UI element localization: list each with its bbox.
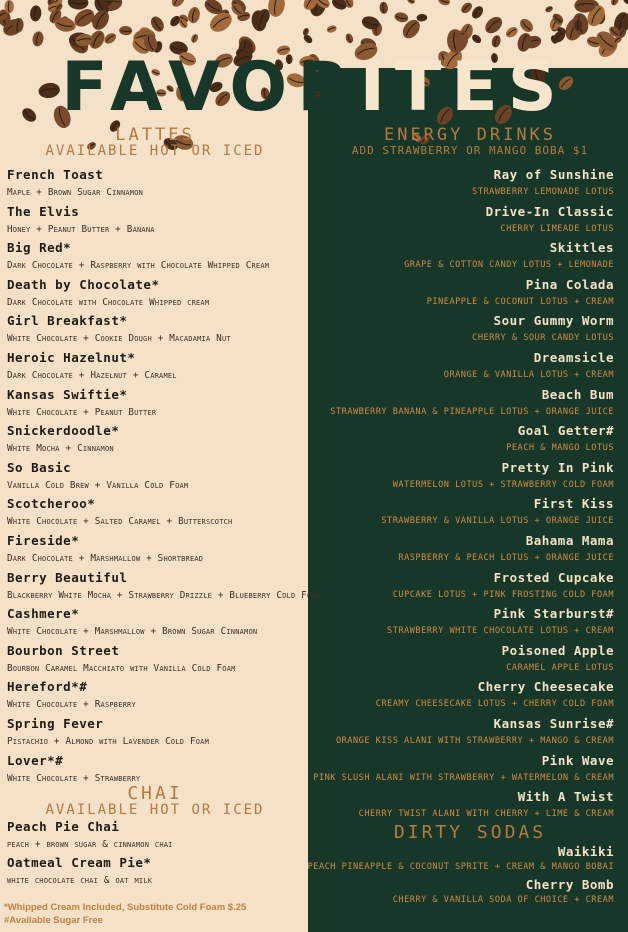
coffee-bean-icon (326, 24, 338, 34)
menu-item-description: ORANGE & VANILLA LOTUS + CREAM (443, 370, 614, 380)
menu-item-description: White Chocolate + Cookie Dough + Macadamia Nut (7, 333, 231, 345)
menu-item-description: Bourbon Caramel Macchiato with Vanilla Cold Foam (7, 662, 236, 674)
lattes-heading: LATTES (115, 125, 195, 145)
coffee-bean-icon (459, 1, 474, 16)
menu-item-name: French Toast (7, 167, 104, 182)
coffee-bean-icon (544, 5, 554, 14)
coffee-bean-icon (302, 27, 310, 36)
menu-item-name: Pink Wave (541, 752, 614, 768)
coffee-bean-icon (379, 1, 388, 14)
menu-item-name: Snickerdoodle* (7, 423, 120, 439)
coffee-bean-icon (29, 5, 42, 22)
coffee-bean-icon (187, 6, 202, 24)
coffee-bean-icon (394, 11, 410, 23)
coffee-bean-icon (622, 0, 628, 6)
menu-item-name: Drive-In Classic (485, 203, 614, 219)
menu-item-description: STRAWBERRY LEMONADE LOTUS (472, 187, 614, 197)
menu-item-description: CHERRY & SOUR CANDY LOTUS (472, 333, 614, 344)
coffee-bean-icon (119, 26, 132, 36)
menu-item-description: White Chocolate + Marshmallow + Brown Sugar Cinnamon (7, 626, 258, 638)
coffee-bean-icon (437, 0, 451, 7)
coffee-bean-icon (190, 33, 199, 44)
coffee-bean-icon (5, 0, 14, 13)
menu-item-description: GRAPE & COTTON CANDY LOTUS + LEMONADE (404, 260, 614, 271)
coffee-bean-icon (102, 31, 118, 46)
menu-item-description: Maple + Brown Sugar Cinnamon (7, 187, 144, 198)
menu-item-name: Sour Gummy Worm (493, 313, 614, 329)
menu-item-name: Cashmere* (7, 606, 80, 622)
menu-item-description: White Mocha + Cinnamon (7, 443, 114, 455)
menu-item-name: Fireside* (7, 533, 80, 548)
lattes-subheading: AVAILABLE HOT OR ICED (45, 143, 265, 159)
footnote-sugar-free: #Available Sugar Free (4, 915, 103, 926)
coffee-bean-icon (344, 33, 354, 45)
menu-item-description: PINK SLUSH ALANI WITH STRAWBERRY + WATERMELON & CREAM (313, 772, 614, 783)
menu-item-description: peach + brown sugar & cinnamon chai (7, 839, 173, 850)
menu-item-description: White Chocolate + Peanut Butter (7, 406, 157, 418)
menu-item-name: Hereford*# (7, 679, 88, 695)
coffee-bean-icon (470, 4, 486, 21)
menu-item-name: Peach Pie Chai (7, 819, 120, 834)
coffee-bean-icon (31, 31, 44, 48)
menu-item-name: Bourbon Street (7, 642, 120, 658)
coffee-bean-icon (169, 0, 187, 9)
menu-item-description: Dark Chocolate with Chocolate Whipped cream (7, 296, 210, 308)
menu-item-name: Kansas Swiftie* (7, 386, 128, 402)
energy-heading: ENERGY DRINKS (383, 125, 557, 145)
coffee-bean-icon (518, 16, 536, 34)
menu-item-description: PINEAPPLE & COCONUT LOTUS + CREAM (426, 296, 614, 307)
menu-item-name: Kansas Sunrise# (493, 716, 614, 731)
menu-item-description: Blackberry White Mocha + Strawberry Drizzle + Blueberry Cold Foam (7, 589, 321, 601)
coffee-bean-icon (482, 14, 505, 37)
chai-heading: CHAI (127, 783, 183, 804)
menu-item-name: Oatmeal Cream Pie* (7, 855, 152, 870)
menu-item-name: Big Red* (7, 240, 72, 256)
menu-item-description: STRAWBERRY WHITE CHOCOLATE LOTUS + CREAM (387, 626, 614, 637)
menu-item-description: Dark Chocolate + Marshmallow + Shortbread (7, 553, 204, 564)
menu-item-name: With A Twist (517, 789, 614, 805)
menu-item-description: CHERRY TWIST ALANI WITH CHERRY + LIME & CREAM (358, 809, 614, 820)
dirty-sodas-heading: DIRTY SODAS (393, 822, 547, 843)
menu-item-description: CARAMEL APPLE LOTUS (506, 662, 614, 673)
coffee-bean-icon (67, 0, 89, 10)
menu-item-description: ORANGE KISS ALANI WITH STRAWBERRY + MANGO & CREAM (335, 736, 614, 746)
menu-item-name: Pina Colada (525, 276, 614, 292)
menu-item-name: Skittles (549, 240, 614, 256)
menu-item-name: Cherry Bomb (525, 877, 614, 892)
menu-item-name: So Basic (7, 459, 72, 475)
energy-subheading: ADD STRAWBERRY OR MANGO BOBA $1 (351, 144, 589, 157)
page-title: FAVORITES (61, 48, 567, 127)
menu-item-description: Honey + Peanut Butter + Banana (7, 223, 155, 235)
coffee-bean-icon (470, 33, 482, 45)
menu-item-description: RASPBERRY & PEACH LOTUS + ORANGE JUICE (398, 553, 614, 563)
menu-item-description: CHERRY LIMEADE LOTUS (500, 223, 614, 234)
menu-item-name: The Elvis (7, 203, 80, 219)
menu-item-description: white chocolate chai & oat milk (7, 875, 153, 886)
menu-item-name: First Kiss (533, 496, 614, 512)
menu-item-name: Scotcheroo* (7, 496, 96, 512)
menu-item-name: Berry Beautiful (7, 569, 128, 585)
menu-item-name: Goal Getter# (517, 423, 614, 439)
menu-item-description: Pistachio + Almond with Lavender Cold Foam (7, 736, 209, 747)
menu-item-description: Dark Chocolate + Raspberry with Chocolate Whipped Cream (7, 260, 270, 272)
menu-item-description: STRAWBERRY BANANA & PINEAPPLE LOTUS + ORANGE JUICE (330, 406, 614, 417)
menu-item-name: Lover*# (7, 752, 64, 768)
chai-subheading: AVAILABLE HOT OR ICED (45, 802, 265, 818)
menu-item-name: Bahama Mama (525, 533, 614, 548)
menu-item-description: White Chocolate + Salted Caramel + Butterscotch (7, 516, 233, 528)
menu-item-name: Heroic Hazelnut* (7, 350, 136, 365)
coffee-bean-icon (406, 0, 416, 5)
menu-item-description: STRAWBERRY & VANILLA LOTUS + ORANGE JUICE (381, 516, 614, 527)
menu-item-name: Pink Starburst# (493, 606, 614, 622)
menu-item-name: Pretty In Pink (501, 459, 614, 475)
menu-item-description: CUPCAKE LOTUS + PINK FROSTING COLD FOAM (392, 589, 614, 600)
coffee-bean-icon (610, 0, 620, 7)
menu-item-description: Dark Chocolate + Hazelnut + Caramel (7, 370, 177, 381)
menu-item-description: CREAMY CHEESECAKE LOTUS + CHERRY COLD FOAM (375, 699, 614, 710)
menu-item-description: PEACH PINEAPPLE & COCONUT SPRITE + CREAM & MANGO BOBAI (307, 862, 614, 872)
menu-item-description: White Chocolate + Raspberry (7, 699, 136, 711)
menu-item-description: White Chocolate + Strawberry (7, 772, 141, 784)
menu-item-name: Girl Breakfast* (7, 313, 128, 329)
menu-item-name: Ray of Sunshine (493, 167, 614, 182)
menu-item-description: Vanilla Cold Brew + Vanilla Cold Foam (7, 479, 189, 491)
menu-item-name: Poisoned Apple (501, 642, 614, 658)
coffee-bean-icon (490, 34, 502, 48)
menu-item-description: WATERMELON LOTUS + STRAWBERRY COLD FOAM (392, 479, 614, 490)
footnote-whipped: *Whipped Cream Included, Substitute Cold Foam $.25 (4, 902, 247, 913)
menu-item-name: Death by Chocolate* (7, 276, 160, 292)
menu-item-name: Frosted Cupcake (493, 569, 614, 585)
coffee-bean-icon (504, 25, 520, 40)
menu-item-name: Spring Fever (7, 716, 104, 731)
menu-item-name: Waikiki (557, 844, 614, 859)
menu-item-description: CHERRY & VANILLA SODA OF CHOICE + CREAM (392, 895, 614, 905)
menu-item-name: Beach Bum (541, 386, 614, 402)
coffee-bean-icon (416, 14, 427, 22)
menu-item-name: Cherry Cheesecake (477, 679, 614, 695)
menu-item-name: Dreamsicle (533, 350, 614, 365)
menu-item-description: PEACH & MANGO LOTUS (506, 443, 614, 454)
